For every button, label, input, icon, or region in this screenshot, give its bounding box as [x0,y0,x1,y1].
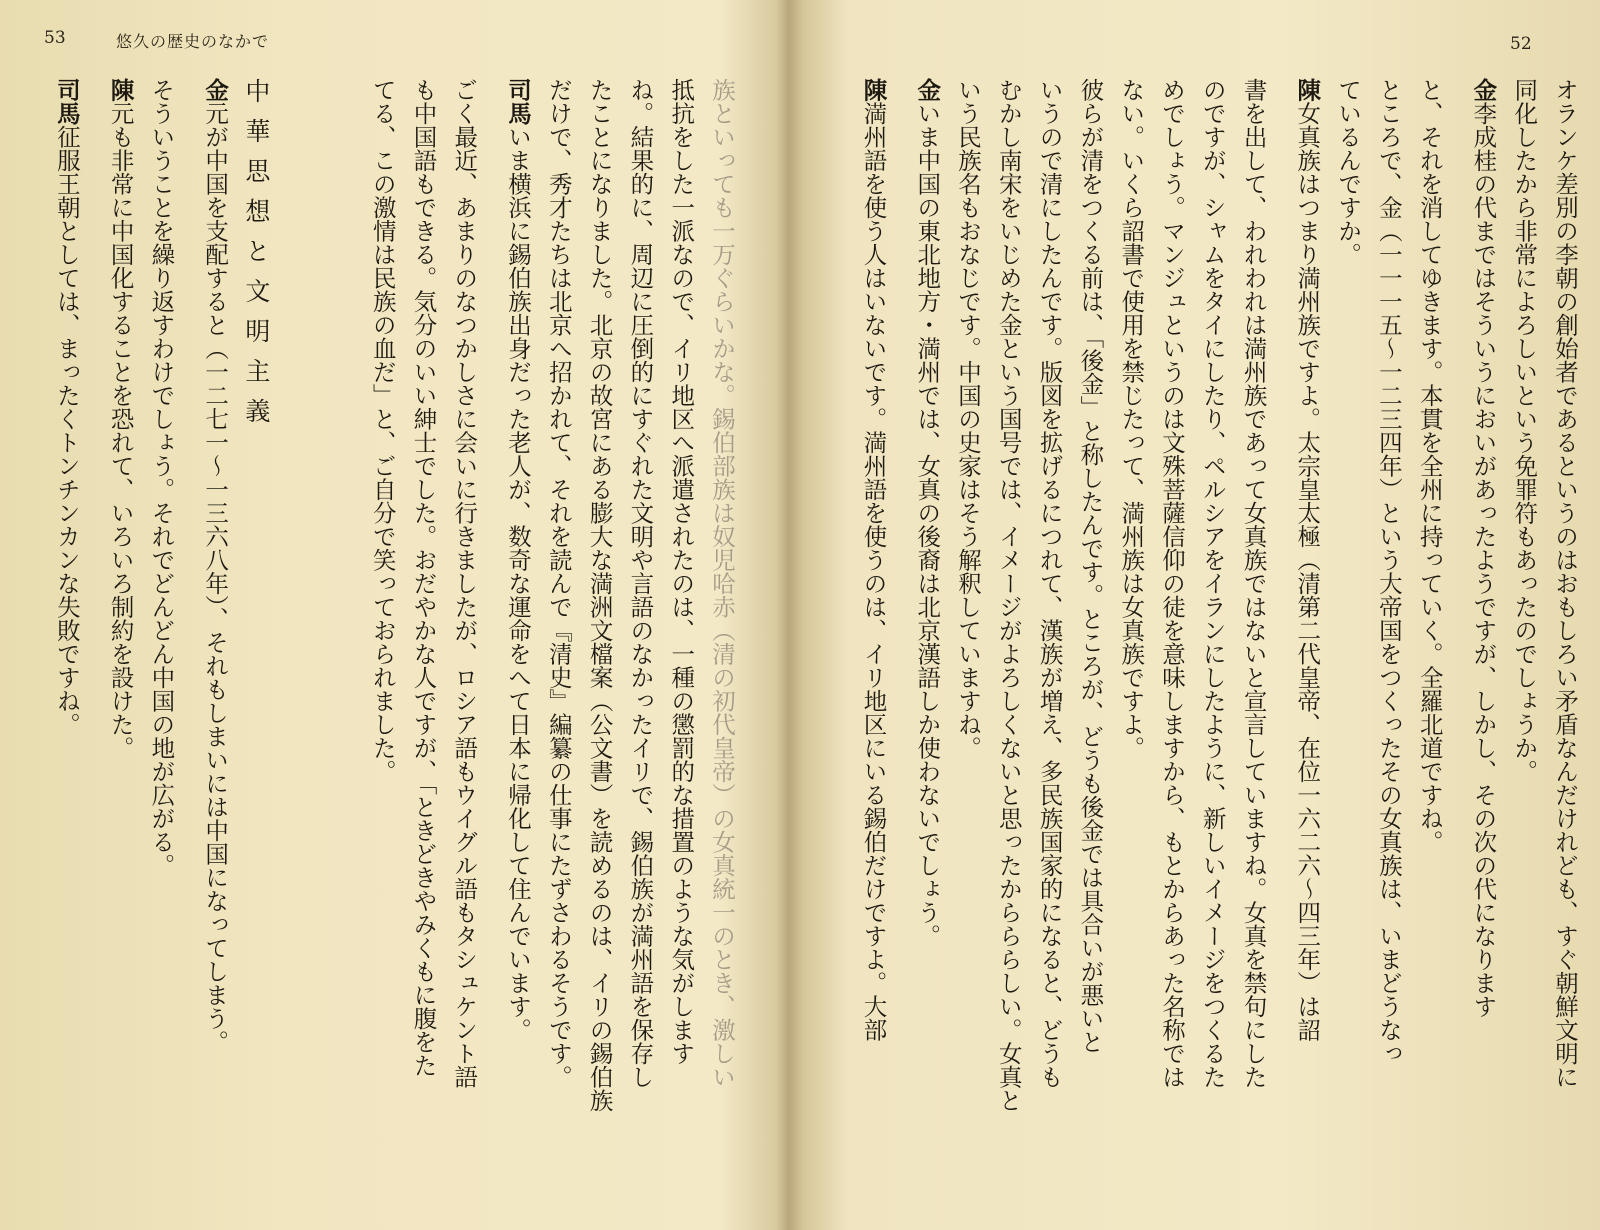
paragraph-text: のですが、シャムをタイにしたり、ペルシアをイランにしたように、新しいイメージをつくるた [1198,78,1227,1089]
paragraph-text: 彼らが清をつくる前は、「後金」と称したんです。ところが、どうも後金では具合いが悪いと [1076,78,1105,1054]
right-page [805,0,1600,1230]
paragraph [1327,78,1368,1188]
paragraph-text: 満州語を使う人はいないです。満州語を使うのは、イリ地区にいる錫伯だけですよ。大部 [859,101,888,1042]
paragraph [34,78,87,1188]
speaker-label: 陳 [859,78,888,102]
paragraph-text: いま横浜に錫伯族出身だった老人が、数奇な運命をへて日本に帰化して住んでいます。 [504,125,533,1042]
paragraph-text: 族といっても一万ぐらいかな。錫伯部族は奴児哈赤（清の初代皇帝）の女真統一のとき、激しい [708,78,736,1089]
speaker-label: 司馬 [504,78,533,125]
paragraph [484,78,538,1188]
speaker-label: 陳 [1293,78,1322,102]
paragraph [1110,78,1151,1188]
paragraph-text: と、それを消してゆきます。本貫を全州に持っていく。全羅北道ですね。 [1415,78,1444,854]
paragraph-text: めでしょう。マンジュというのは文殊菩薩信仰の徒を意味しますから、もとからあった名称では [1157,78,1186,1089]
paragraph [579,78,620,1188]
right-page-body [825,78,1585,1188]
paragraph [701,78,742,1188]
speaker-label: 司馬 [52,78,81,125]
paragraph [538,78,579,1188]
paragraph-text: 李成桂の代まではそういうにおいがあったようですが、しかし、その次の代になります [1469,101,1498,1018]
paragraph [1274,78,1328,1188]
page-number-left: 53 [44,28,66,48]
speaker-label: 金 [913,78,942,102]
paragraph-text: ごく最近、あまりのなつかしさに会いに行きましたが、ロシア語もウイグル語もタシュケント語 [450,78,479,1089]
paragraph [1070,78,1111,1188]
paragraph-text: いう民族名もおなじです。中国の史家はそう解釈していますね。 [954,78,982,760]
paragraph [1233,78,1274,1188]
paragraph [1029,78,1070,1188]
paragraph-text: 書を出して、われわれは満州族であって女真族ではないと宣言していますね。女真を禁句にした [1239,78,1268,1089]
paragraph-text: むかし南宋をいじめた金という国号では、イメージがよろしくないと思ったからららしい。女真と [994,78,1023,1112]
left-page-body [34,78,742,1188]
paragraph [1503,78,1544,1188]
paragraph-text: 女真族はつまり満州族ですよ。太宗皇太極（清第二代皇帝、在位一六二六〜四三年）は詔 [1293,101,1322,1042]
paragraph [1450,78,1504,1188]
paragraph [362,78,403,1188]
paragraph [1409,78,1450,1188]
paragraph [141,78,182,1188]
paragraph [620,78,661,1188]
paragraph-text: たことになりました。北京の故宮にある膨大な満洲文檔案（公文書）を読めるのは、イリの錫伯族 [585,78,614,1112]
paragraph [87,78,141,1188]
paragraph-text: ところで、金（一一一五〜一二三四年）という大帝国をつくったその女真族は、いまどうなっ [1374,78,1403,1065]
paragraph-text: 元が中国を支配すると（一二七一〜一三六八年）、それもしまいには中国になってしまう。 [201,101,230,1054]
paragraph-text: オランケ差別の李朝の創始者であるというのはおもしろい矛盾なんだけれども、すぐ朝鮮文明に [1551,78,1579,1089]
paragraph-text: も中国語もできる。気分のいい紳士でした。おだやかな人ですが、「ときどきやみくもに腹をた [409,78,438,1077]
paragraph-text: だけで、秀才たちは北京へ招かれて、それを読んで『清史』編纂の仕事にたずさわるそうです。 [544,78,573,1089]
paragraph [988,78,1029,1188]
paragraph [1192,78,1233,1188]
paragraph-text: ない。いくら詔書で使用を禁じたって、満州族は女真族ですよ。 [1117,78,1146,760]
running-title: 悠久の歴史のなかで [116,32,270,51]
paragraph [660,78,701,1188]
section-heading: 中華思想と文明主義 [241,78,271,438]
speaker-label: 陳 [106,78,135,102]
speaker-label: 金 [201,78,230,102]
paragraph-text: ているんですか。 [1334,78,1363,266]
paragraph [1368,78,1409,1188]
paragraph [444,78,485,1188]
paragraph [1151,78,1192,1188]
page-number-right: 52 [1510,34,1532,54]
paragraph-text: てる、この激情は民族の血だ」と、ご自分で笑っておられました。 [368,78,397,783]
paragraph-text: ね。結果的に、周辺に圧倒的にすぐれた文明や言語のなかったイリで、錫伯族が満州語を保存し [626,78,655,1089]
paragraph [893,78,947,1188]
paragraph-text: 抵抗をした一派なので、イリ地区へ派遣されたのは、一種の懲罰的な措置のような気がします [667,78,696,1065]
paragraph [947,78,988,1188]
speaker-label: 金 [1469,78,1498,102]
paragraph [840,78,894,1188]
paragraph [1544,78,1585,1188]
paragraph-text: 同化したから非常によろしいという免罪符もあったのでしょうか。 [1510,78,1539,783]
paragraph-text: 元も非常に中国化することを恐れて、いろいろ制約を設けた。 [106,101,135,760]
paragraph [181,78,235,1188]
paragraph-text: 征服王朝としては、まったくトンチンカンな失敗ですね。 [52,125,81,736]
paragraph [403,78,444,1188]
paragraph-text: そういうことを繰り返すわけでしょう。それでどんどん中国の地が広がる。 [147,78,176,877]
paragraph-text: いうので清にしたんです。版図を拡げるにつれて、漢族が増え、多民族国家的になると、どうも [1035,78,1064,1089]
paragraph-text: いま中国の東北地方・満州では、女真の後裔は北京漢語しか使わないでしょう。 [913,101,942,948]
left-page [0,0,790,1230]
